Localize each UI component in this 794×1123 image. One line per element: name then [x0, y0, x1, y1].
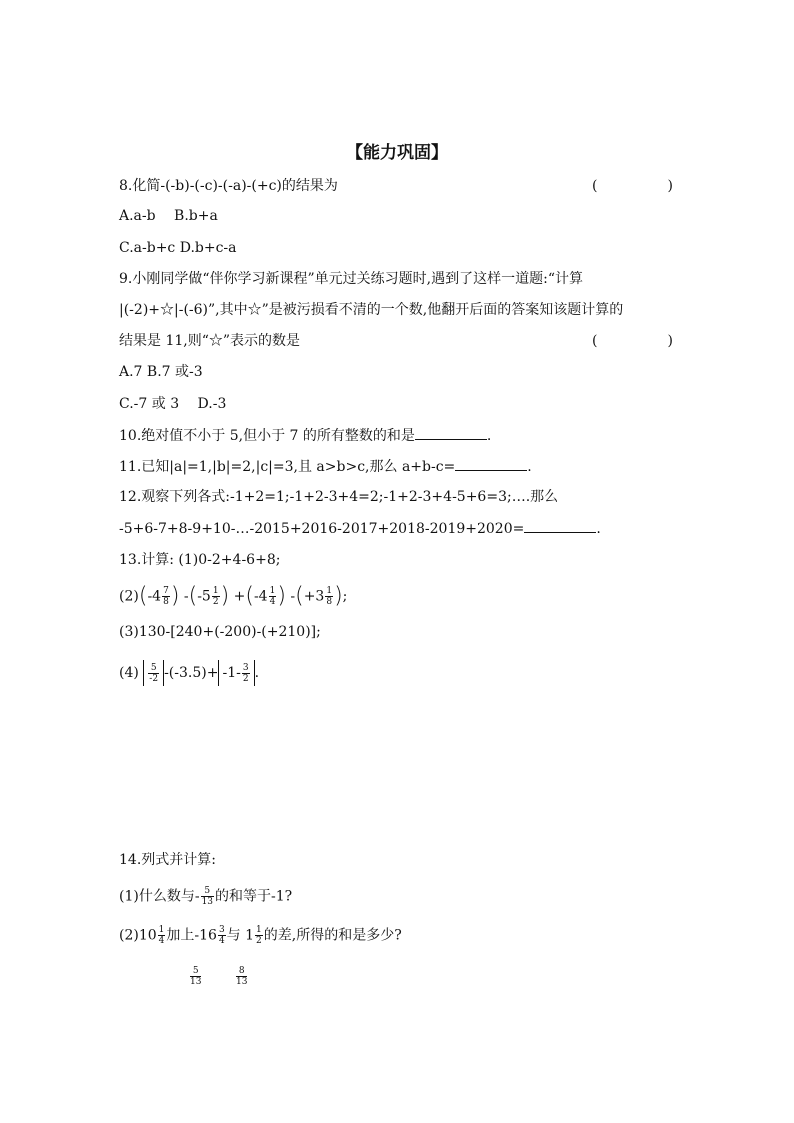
term2-fraction — [212, 586, 220, 607]
frac2-den: 4 — [218, 936, 225, 946]
abs2-fraction — [242, 663, 250, 684]
right-paren: ) — [277, 583, 286, 609]
q14-part2 — [119, 925, 402, 946]
q13-part4-end: . — [254, 665, 260, 681]
q12-line2 — [119, 518, 601, 539]
q14-part2-mid: 加上-16 — [166, 927, 217, 944]
term3-whole: -4 — [253, 588, 268, 605]
q9-options-1: A.7 B.7 或-3 — [119, 364, 203, 380]
stray2-num: 8 — [236, 966, 247, 977]
q13-part4 — [119, 660, 259, 686]
q8-stem: 8.化简-(-b)-(-c)-(-a)-(+c)的结果为 — [119, 178, 338, 194]
q14-part2-frac3 — [255, 925, 263, 946]
q10 — [119, 425, 491, 446]
q9-line3: 结果是 11,则“☆”表示的数是 — [119, 333, 301, 349]
q11-stem: 11.已知|a|=1,|b|=2,|c|=3,且 a>b>c,那么 a+b-c= — [119, 459, 456, 475]
left-paren: ( — [295, 583, 304, 609]
left-paren: ( — [188, 583, 198, 609]
q9-line1: 9.小刚同学做“伴你学习新课程”单元过关练习题时,遇到了这样一道题:“计算 — [119, 271, 583, 287]
q13-part3: (3)130-[240+(-200)-(+210)]; — [119, 624, 321, 640]
term2-num: 1 — [212, 586, 219, 596]
q14-part2-post: 的差,所得的和是多少? — [263, 927, 402, 944]
stray-fraction-1 — [190, 966, 201, 987]
abs1-num: 5 — [148, 663, 159, 674]
abs-value-1 — [143, 660, 164, 686]
abs1-den: -2 — [149, 673, 159, 684]
term1-num: 7 — [163, 586, 169, 596]
q13-part4-label: (4) — [119, 665, 139, 681]
abs2-pre: -1- — [222, 665, 241, 681]
q11-end: . — [527, 459, 532, 475]
term4-num: 1 — [326, 586, 333, 596]
term4-fraction — [325, 586, 333, 607]
q11-answer-blank[interactable] — [455, 456, 527, 471]
frac2-num: 3 — [218, 925, 225, 935]
frac1-num: 1 — [158, 925, 165, 935]
op2: + — [233, 588, 246, 605]
q14-part2-frac1 — [158, 925, 166, 946]
q14-part2-frac2 — [218, 925, 226, 946]
q14-stem: 14.列式并计算: — [119, 852, 216, 868]
section-title: 【能力巩固】 — [346, 143, 448, 163]
q12-end: . — [596, 521, 601, 537]
frac3-num: 1 — [256, 925, 262, 935]
stray1-den: 13 — [190, 977, 202, 987]
stray1-num: 5 — [190, 966, 201, 977]
q9-answer-paren: ( ) — [592, 333, 673, 349]
left-paren: ( — [245, 583, 254, 609]
q10-stem: 10.绝对值不小于 5,但小于 7 的所有整数的和是 — [119, 428, 415, 444]
stray2-den: 13 — [236, 977, 248, 987]
term1-den: 8 — [163, 597, 169, 607]
q12-line1: 12.观察下列各式:-1+2=1;-1+2-3+4=2;-1+2-3+4-5+6=3;….那么 — [119, 489, 559, 505]
q8-answer-paren: ( ) — [592, 178, 673, 194]
frac3-den: 2 — [256, 936, 262, 946]
op3: - — [290, 588, 296, 605]
term2-den: 2 — [212, 597, 219, 607]
q14-part1-fraction — [201, 886, 214, 907]
term4-den: 8 — [326, 597, 333, 607]
q11 — [119, 456, 532, 477]
right-paren: ) — [170, 583, 180, 609]
q8-options-2: C.a-b+c D.b+c-a — [119, 240, 237, 256]
term2-whole: -5 — [197, 588, 211, 605]
right-paren: ) — [334, 583, 343, 609]
q12-answer-blank[interactable] — [524, 518, 596, 533]
abs1-fraction — [148, 663, 159, 684]
q12-expression: -5+6-7+8-9+10-…-2015+2016-2017+2018-2019+2020= — [119, 521, 525, 537]
abs2-den: 2 — [242, 673, 249, 684]
q13-part1: 13.计算: (1)0-2+4-6+8; — [119, 552, 281, 568]
q14-part1-den: 13 — [201, 897, 214, 907]
q9-line2: |(-2)+☆|-(-6)”,其中☆”是被污损看不清的一个数,他翻开后面的答案知该题计算的 — [119, 302, 624, 318]
q14-part2-mid2: 与 1 — [226, 927, 255, 944]
q8-options-1: A.a-b B.b+a — [119, 208, 218, 224]
term3-fraction — [269, 586, 277, 607]
term3-den: 4 — [269, 597, 276, 607]
q14-part1-num: 5 — [201, 886, 214, 897]
stray-fraction-2 — [236, 966, 247, 987]
q13-part2-end: ; — [342, 588, 348, 605]
q14-part1 — [119, 886, 292, 907]
abs-value-2 — [218, 660, 254, 686]
q13-part2 — [119, 583, 348, 609]
right-paren: ) — [220, 583, 230, 609]
left-paren: ( — [138, 583, 148, 609]
q14-part2-pre: (2)10 — [119, 927, 157, 944]
q10-answer-blank[interactable] — [415, 425, 487, 440]
frac1-den: 4 — [158, 936, 165, 946]
term3-num: 1 — [269, 586, 276, 596]
q13-part4-mid: -(-3.5)+ — [164, 665, 219, 681]
term1-whole: -4 — [147, 588, 162, 605]
abs2-num: 3 — [242, 662, 249, 673]
term4-whole: +3 — [303, 588, 325, 605]
term1-fraction — [162, 586, 170, 607]
q14-part1-post: 的和等于-1? — [215, 888, 293, 905]
q13-part2-label: (2) — [119, 588, 139, 605]
q14-part1-pre: (1)什么数与- — [119, 888, 200, 905]
op1: - — [183, 588, 189, 605]
q10-end: . — [486, 428, 492, 444]
q9-options-2: C.-7 或 3 D.-3 — [119, 396, 227, 412]
